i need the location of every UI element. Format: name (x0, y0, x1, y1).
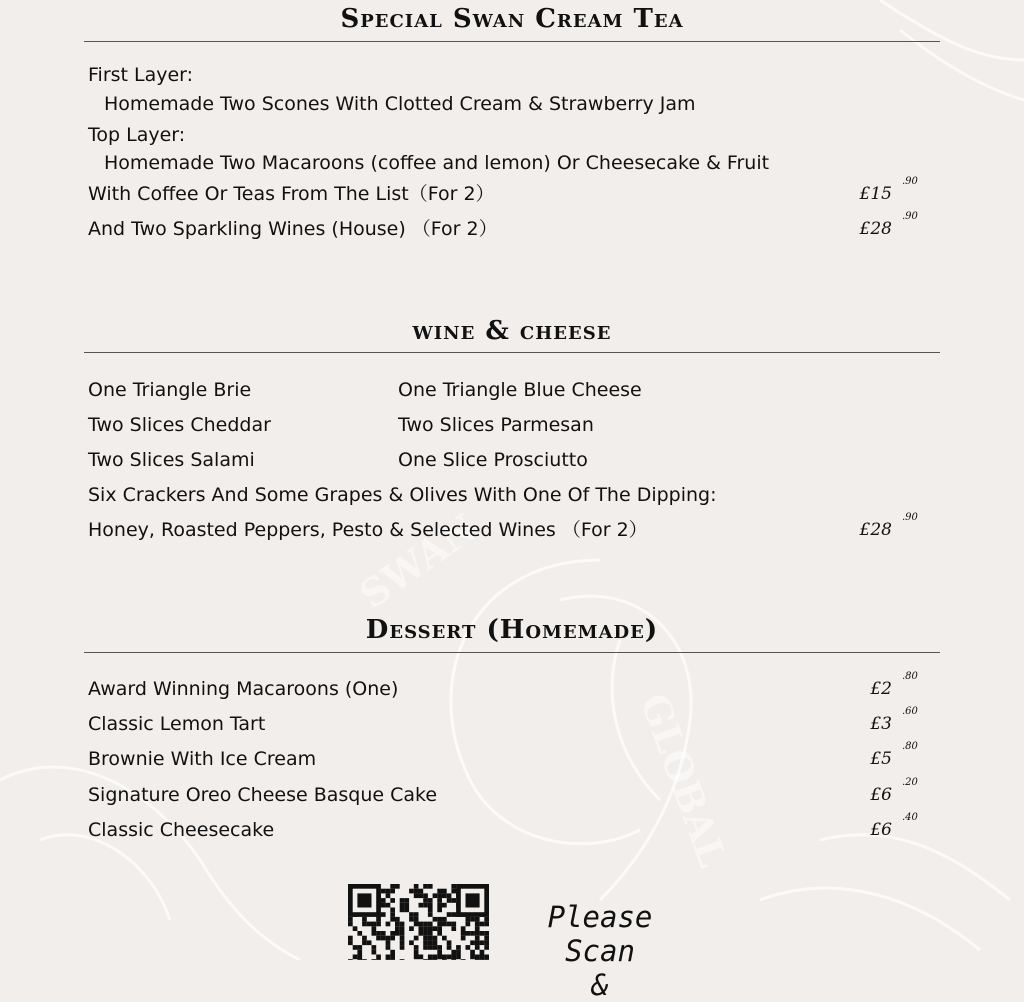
price-main: £5 (870, 749, 892, 769)
price-main: £6 (870, 820, 892, 840)
price-main: £28 (859, 520, 892, 540)
price-main: £15 (859, 184, 892, 204)
cheese-crackers-line: Six Crackers And Some Grapes & Olives With One Of The Dipping: (88, 484, 717, 506)
price-cents: .60 (902, 706, 918, 717)
svg-text:GLOBAL: GLOBAL (631, 687, 736, 873)
cream-tea-top-layer-label: Top Layer: (88, 124, 186, 146)
scan-prompt (510, 900, 690, 1002)
cream-tea-option-wine: And Two Sparkling Wines (House) （For 2） (88, 218, 498, 240)
price-cents: .90 (902, 176, 918, 187)
price-cents: .90 (902, 512, 918, 523)
section-title-wine-cheese: wine & cheese (412, 316, 612, 346)
cheese-item-right: One Triangle Blue Cheese (398, 379, 642, 401)
section-title-dessert: Dessert (Homemade) (365, 615, 659, 645)
price-cents: .40 (902, 812, 918, 823)
dessert-item-name: Classic Cheesecake (88, 819, 275, 841)
cream-tea-first-layer-label: First Layer: (88, 64, 194, 86)
price-main: £2 (870, 679, 892, 699)
dessert-item-name: Classic Lemon Tart (88, 713, 266, 735)
cheese-item-left: Two Slices Cheddar (88, 414, 271, 436)
cheese-item-right: Two Slices Parmesan (398, 414, 594, 436)
dessert-item-name: Brownie With Ice Cream (88, 748, 317, 770)
cream-tea-option-coffee: With Coffee Or Teas From The List（For 2） (88, 183, 495, 205)
dessert-item-name: Award Winning Macaroons (One) (88, 678, 399, 700)
section-divider (84, 352, 940, 353)
price-cents: .20 (902, 777, 918, 788)
price-cents: .80 (902, 671, 918, 682)
cheese-item-left: One Triangle Brie (88, 379, 252, 401)
price-cents: .90 (902, 211, 918, 222)
price-main: £3 (870, 714, 892, 734)
svg-text:SWAN: SWAN (351, 504, 486, 618)
section-divider (84, 41, 940, 42)
cheese-dipping-line: Honey, Roasted Peppers, Pesto & Selected Wines （For 2） (88, 519, 648, 541)
cream-tea-top-layer-desc: Homemade Two Macaroons (coffee and lemon) Or Cheesecake & Fruit (104, 152, 770, 174)
scan-prompt-line2: & (591, 968, 609, 1002)
cheese-item-right: One Slice Prosciutto (398, 449, 588, 471)
section-title-cream-tea: Special Swan Cream Tea (340, 4, 684, 34)
section-divider (84, 652, 940, 653)
qr-code-icon[interactable] (348, 884, 490, 960)
cheese-item-left: Two Slices Salami (88, 449, 255, 471)
scan-prompt-line1: Please Scan (547, 900, 653, 968)
price-cents: .80 (902, 741, 918, 752)
dessert-item-name: Signature Oreo Cheese Basque Cake (88, 784, 438, 806)
price-main: £28 (859, 219, 892, 239)
price-main: £6 (870, 785, 892, 805)
cream-tea-first-layer-desc: Homemade Two Scones With Clotted Cream & Strawberry Jam (104, 93, 696, 115)
